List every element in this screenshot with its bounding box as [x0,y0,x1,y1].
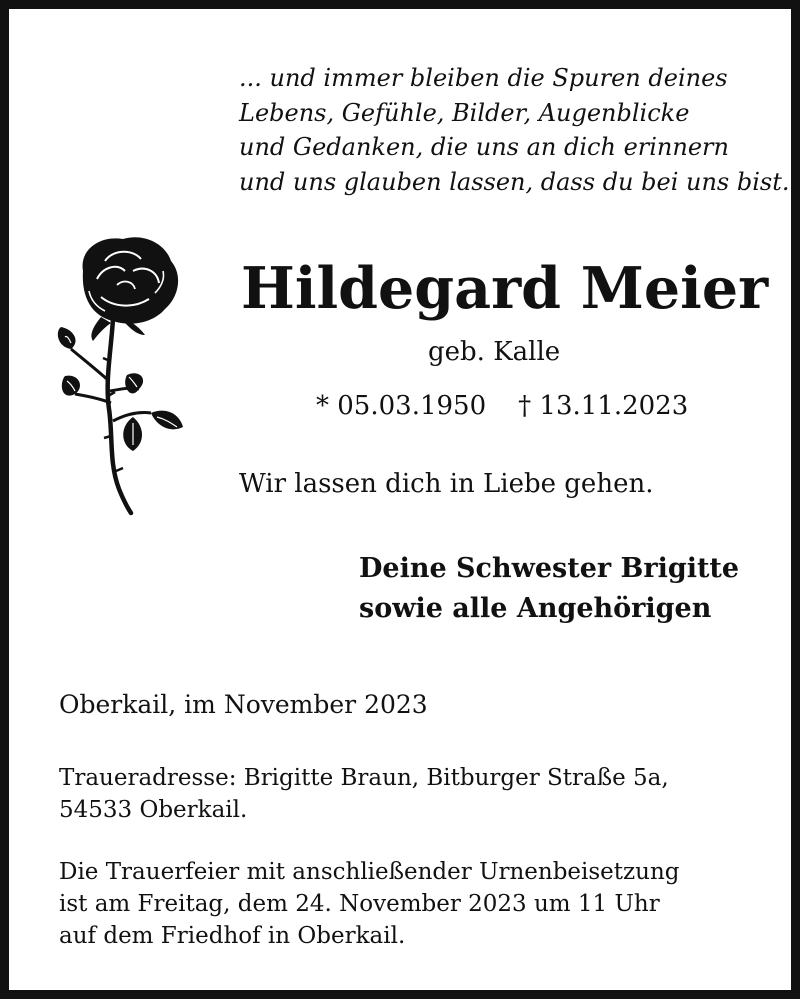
ceremony-line: ist am Freitag, dem 24. November 2023 um 11 Uhr [59,891,660,917]
ceremony-line: Die Trauerfeier mit anschließender Urnenbeisetzung [59,859,680,885]
poem-line: ... und immer bleiben die Spuren deines [239,64,728,92]
ceremony-info [59,856,680,952]
mourners [359,549,739,629]
birth-date: * 05.03.1950 [316,391,487,421]
death-date: † 13.11.2023 [518,391,689,421]
address-line: 54533 Oberkail. [59,797,248,823]
farewell-line: Wir lassen dich in Liebe gehen. [239,469,654,499]
life-dates [316,387,688,425]
mourner-line: Deine Schwester Brigitte [359,553,740,584]
address-line: Traueradresse: Brigitte Braun, Bitburger Straße 5a, [59,765,669,791]
poem-line: und Gedanken, die uns an dich erinnern [239,133,729,161]
mourner-line: sowie alle Angehörigen [359,593,712,624]
mourning-address [59,762,669,826]
rose-icon [53,231,193,516]
ceremony-line: auf dem Friedhof in Oberkail. [59,923,406,949]
place-date: Oberkail, im November 2023 [59,690,428,719]
poem-quote [239,61,790,199]
birth-name: geb. Kalle [428,337,561,367]
poem-line: Lebens, Gefühle, Bilder, Augenblicke [239,98,690,127]
deceased-name: Hildegard Meier [241,255,769,322]
poem-line: und uns glauben lassen, dass du bei uns bist. [239,167,790,196]
